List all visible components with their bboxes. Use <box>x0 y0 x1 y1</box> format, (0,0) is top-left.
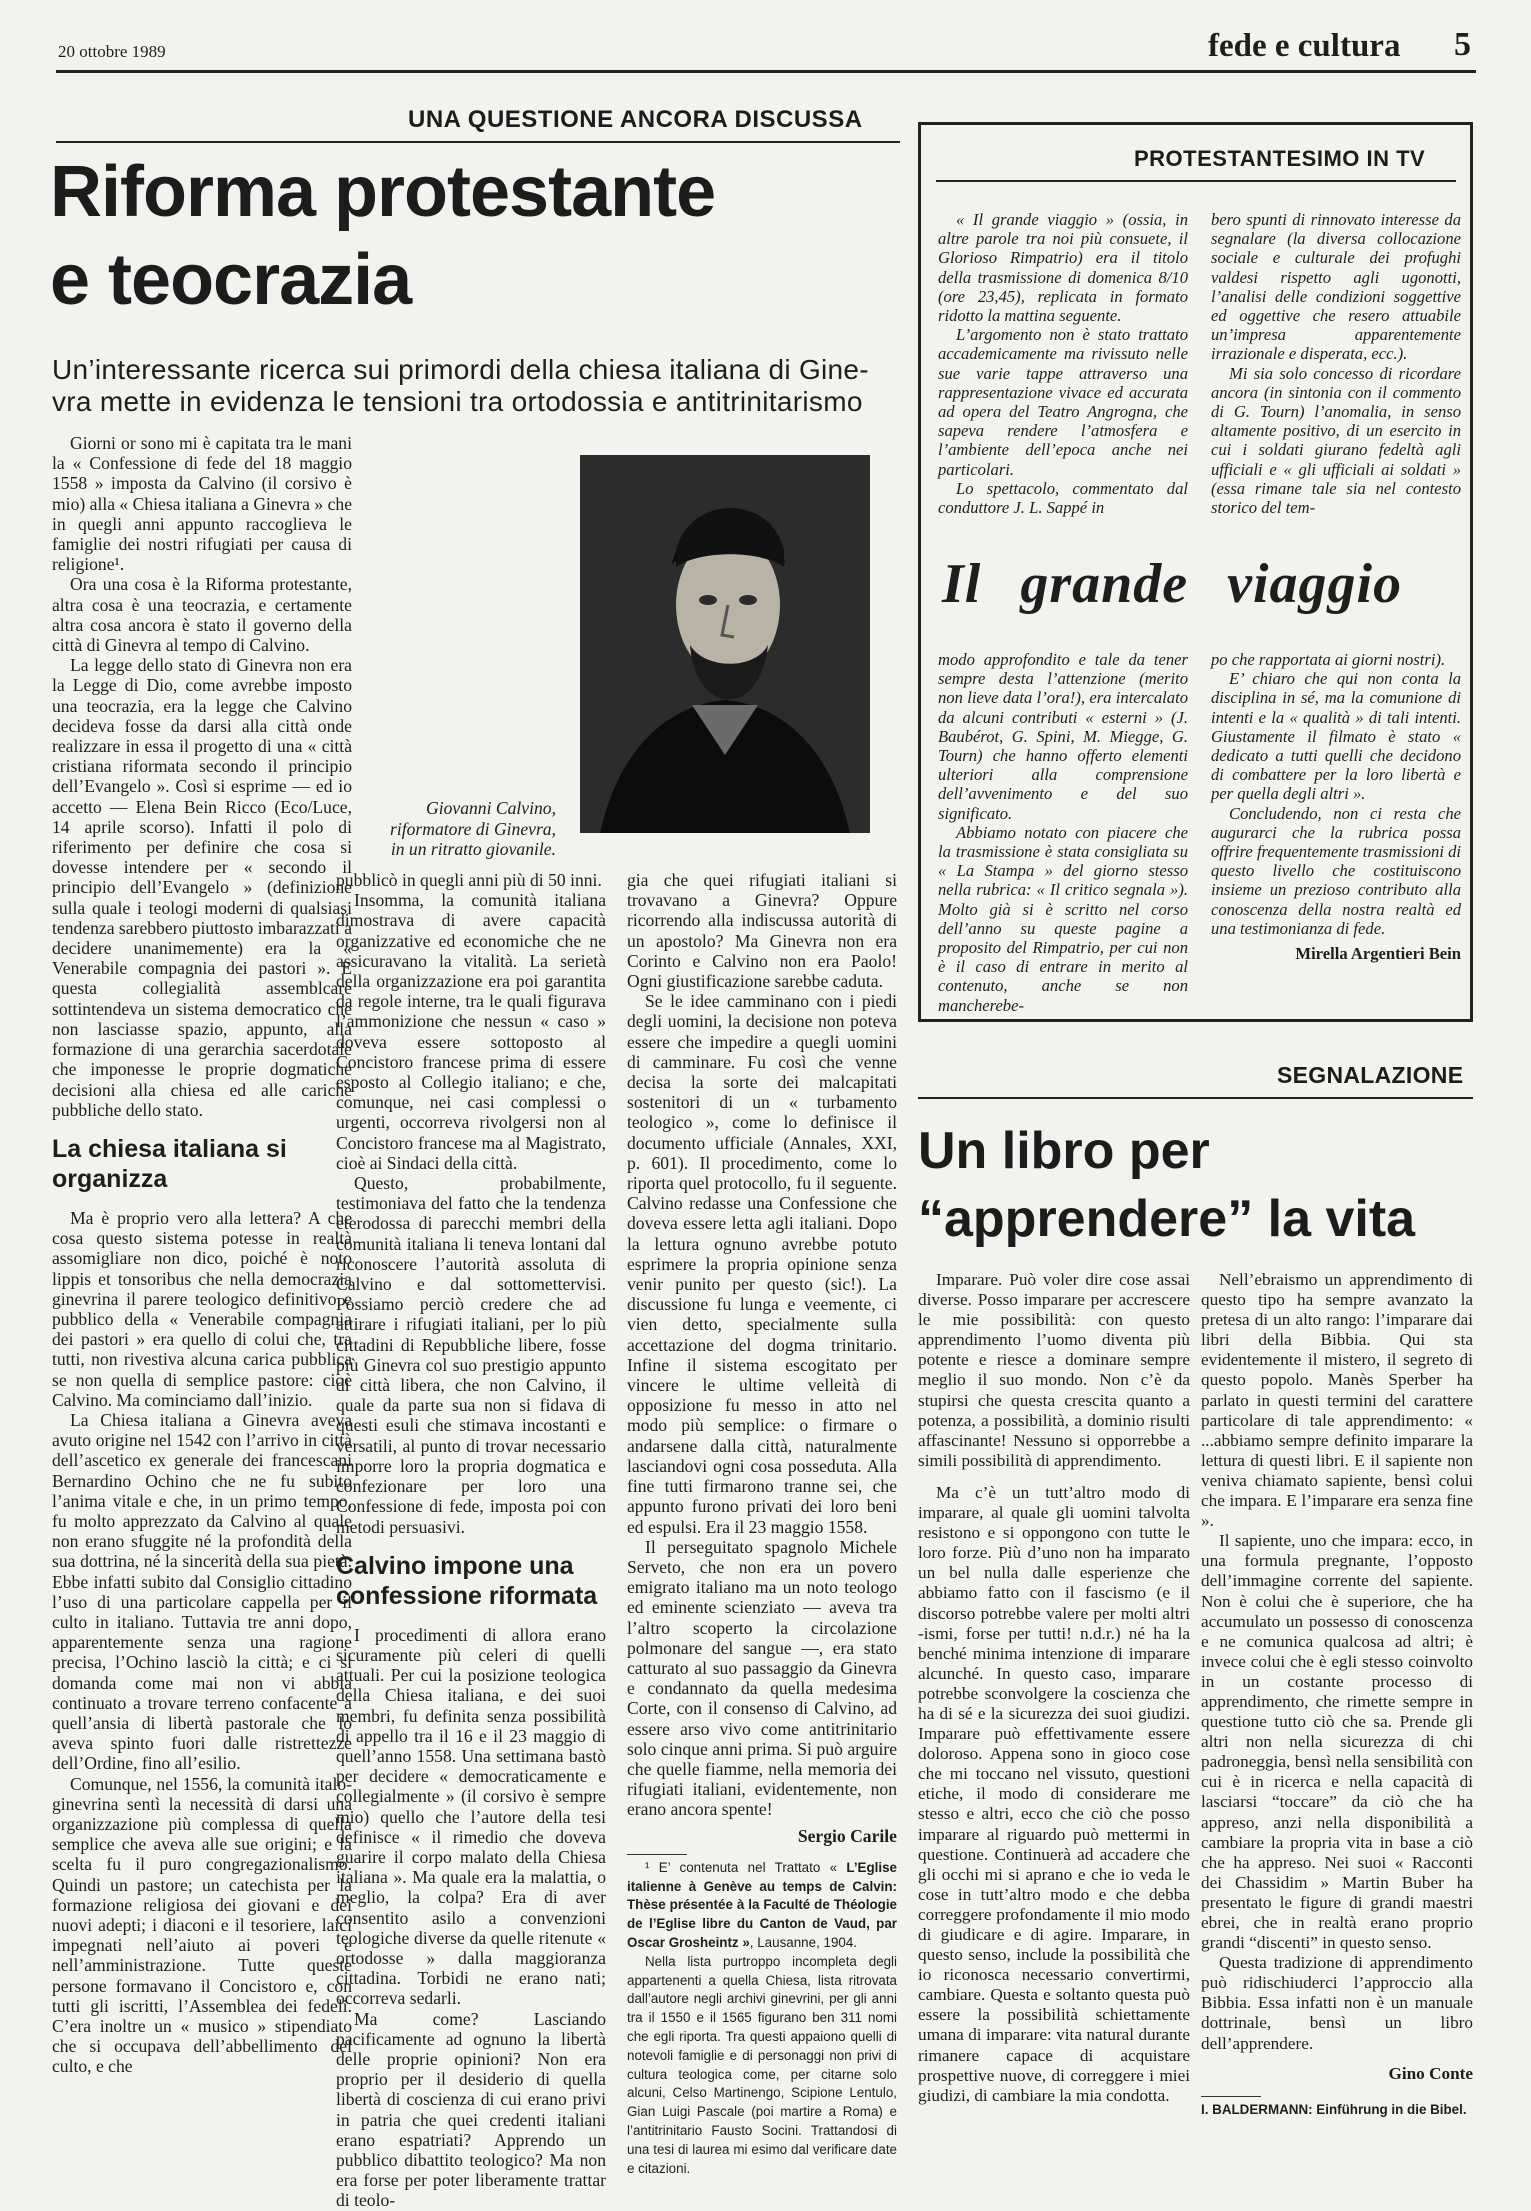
tv-paragraph: Abbiamo notato con piacere che la trasmissione è stata consigliata su « La Stampa » del giorno stesso nella rubrica: « Il critico segnala »). Molto già si è scritto nel corso dell’anno su queste pagine a proposito del Rimpatrio, per cui non è il caso di entrare in merito al contenuto, anche se non mancherebe- <box>938 822 1188 1015</box>
review-paragraph: Imparare. Può voler dire cose assai diverse. Posso imparare per accrescere le mie possibilità: con questo apprendimento l’uomo diventa più potente e riesce a dominare sempre meglio il suo mondo. Non c’è da stupirsi che questa crescita quanto a potenza, a possibilità, a dominio risulti affascinante! Nessuno si opporrebbe a simili possibilità di apprendimento. <box>918 1270 1190 1470</box>
caption-line: Giovanni Calvino, <box>426 798 556 818</box>
review-paragraph: Il sapiente, uno che impara: ecco, in una formula pregnante, l’opposto dell’immagine corrente del sapiente. Non è colui che è superiore, che ha accumulato un possesso di conoscenza e ne comunica qualcosa ad altri; è invece colui che è egli stesso coinvolto in un costante processo di apprendimento, che rimette sempre in questione tutto ciò che sa. Prende gli altri non nella sicurezza di chi padroneggia, bensì nella sensibilità con cui è in ricerca e nella capacità di lasciarsi “toccare” da ciò che ha appreso, anzi nella disponibilità a cambiare la propria vita in base a ciò che ha appreso. Nei suoi « Racconti dei Chassidim » Martin Buber ha presentato le figure di grandi maestri ebrei, che in realtà erano proprio grandi “discenti” in questo senso. <box>1201 1531 1473 1953</box>
article-signature: Sergio Carile <box>797 1825 897 1846</box>
article-paragraph: La legge dello stato di Ginevra non era la Legge di Dio, come avrebbe imposto una teocrazia, era la legge che Calvino decideva fosse da darsi alla città onde realizzare in essa il progetto di una « città cristiana riformata secondo il principio dell’Evangelo ». Così si esprime — ed io accetto — Elena Bein Ricco (Eco/Luce, 14 aprile scorso). Infatti il polo di riferimento per definire che cosa si dovesse intendere per « secondo il principio dell’Evangelo » (definizione sulla quale i teologi moderni di qualsiasi tendenza sarebbero piuttosto imbarazzati a decidere unanimemente) era la « Venerabile compagnia dei pastori ». E questa collegialità assemblcare sottintendeva un sistema democratico che non lasciasse spazio, appunto, alla formazione di una gerarchia sacerdotale che imponesse le proprie dogmatiche decisioni alla chiesa ed alle cariche pubbliche dello stato. <box>52 655 352 1120</box>
article-column-3 <box>627 870 897 2176</box>
article-paragraph: Questo, probabilmente, testimoniava del fatto che la tendenza eterodossa di parecchi membri della comunità italiana li teneva lontani dal riconoscere l’autorità assoluta di Calvino e dal sottomettervisi. Possiamo perciò credere che ad attirare i rifugiati italiani, per lo più cittadini di Repubbliche libere, fosse più Ginevra col suo prestigio appunto di città libera, che non Calvino, il quale da parte sua non si fidava di questi esuli che stimava incostanti e versatili, al punto di trovar necessario imporre loro la propria dogmatica e confezionare per loro una Confessione di fede, imposta poi con metodi persuasivi. <box>336 1173 606 1537</box>
article-footnote <box>627 1859 897 2179</box>
article-paragraph: Ora una cosa è la Riforma protestante, altra cosa è una teocrazia, e certamente altra cosa ancora è stato il governo della città di Ginevra al tempo di Calvino. <box>52 574 352 656</box>
article-paragraph: Comunque, nel 1556, la comunità italo-ginevrina sentì la necessità di darsi una organizzazione più complessa di quella semplice che aveva alle sue origini; e la scelta fu il puro congregazionalismo. Quindi un pastore; un catechista per la formazione religiosa dei giovani e dei nuovi adepti; i diaconi e il tesoriere, laici impegnati nell’aiuto ai poveri e nell’amministrazione. Tutte queste persone formavano il Concistoro e, con tutti gli iscritti, l’Assemblea dei fedeli. C’era inoltre un « musico » stipendiato che si occupava dell’abbellimento del culto, e che <box>52 1773 352 2077</box>
article-title-line2: e teocrazia <box>50 240 412 320</box>
tv-column-3 <box>938 650 1188 1015</box>
article-title-line1: Riforma protestante <box>50 152 716 232</box>
review-title-line1: Un libro per <box>918 1122 1210 1180</box>
footnote-title: L’Eglise italienne à Genève au temps de Calvin: Thèse présentée à la Faculté de Théologie de l’Eglise libre du Canton de Vaud, par Oscar Grosheintz » <box>627 1859 897 1950</box>
tv-column-1 <box>938 210 1188 540</box>
article-paragraph: Giorni or sono mi è capitata tra le mani la « Confessione di fede del 18 maggio 1558 » imposta da Calvino (il corsivo è mio) alla « Chiesa italiana a Ginevra » che in quegli anni appunto raccoglieva le famiglie dei nostri rifugiati per causa di religione¹. <box>52 433 352 575</box>
review-paragraph: Questa tradizione di apprendimento può ridischiuderci l’approccio alla Bibbia. Essa infatti non è un manuale dottrinale, bensì un libro dell’apprendere. <box>1201 1953 1473 2053</box>
review-footnote: I. BALDERMANN: Einführung in die Bibel. <box>1201 2101 1467 2117</box>
review-paragraph: Nell’ebraismo un apprendimento di questo tipo ha sempre avanzato la pretesa di un alto rango: l’imparare dai libri della Bibbia. Qui sta evidentemente il mistero, il segreto di questo popolo. Manès Sperber ha parlato in questi termini del carattere particolare di tale apprendimento: « ...abbiamo sempre definito imparare la lettura di questi libri. E il sapiente non veniva chiamato sapiente, bensì colui che impara. E l’imparare era senza fine ». <box>1201 1270 1473 1531</box>
tv-paragraph: « Il grande viaggio » (ossia, in altre parole tra noi più consuete, il Glorioso Rimpatrio) era il titolo della trasmissione di domenica 8/10 (ore 23,45), replicata in formato ridotto la mattina seguente. <box>938 210 1188 326</box>
article-subtitle-line2: vra mette in evidenza le tensioni tra ortodossia e antitrinitarismo <box>52 386 863 417</box>
tv-title: Il grande viaggio <box>942 553 1403 615</box>
article-column-1 <box>52 433 352 2145</box>
footnote-text: ¹ E’ contenuta nel Trattato « <box>645 1859 847 1875</box>
article-kicker: UNA QUESTIONE ANCORA DISCUSSA <box>408 106 863 133</box>
caption-line: in un ritratto giovanile. <box>390 839 556 859</box>
tv-kicker: PROTESTANTESIMO IN TV <box>1134 146 1426 171</box>
tv-paragraph: bero spunti di rinnovato interesse da segnalare (la diversa collocazione sociale e culturale dei profughi valdesi rispetto agli ugonotti, l’analisi delle condizioni soggettive ed oggettive che resero attuabile un’impresa apparentemente irrazionale e disperata, ecc.). <box>1211 210 1461 364</box>
review-signature: Gino Conte <box>1388 2063 1473 2083</box>
tv-column-4 <box>1211 650 1461 1010</box>
header-rule <box>56 70 1476 73</box>
tv-paragraph: Mi sia solo concesso di ricordare ancora (in sintonia con il commento di G. Tourn) l’anomalia, in senso altamente positivo, di un esercito in cui i soldati giurano fedeltà agli ufficiali e « gli ufficiali ai soldati » (essa rimane tale sia nel contesto storico del tem- <box>1211 363 1461 518</box>
page-date: 20 ottobre 1989 <box>58 42 166 61</box>
article-subheading: Calvino impone una confessione riformata <box>336 1551 598 1610</box>
article-paragraph: Se le idee camminano con i piedi degli uomini, la decisione non poteva essere che impedire a quegli uomini di camminare. Fu così che venne decisa la sorte dei malcapitati sostenitori di un « turbamento teologico », come lo definisce il documento ufficiale (Annales, XXI, p. 601). Il procedimento, come lo riporta quel protocollo, fu il seguente. Calvino redasse una Confessione che doveva essere letta agli italiani. Dopo la lettura ognuno avrebbe potuto esprimere la propria opinione senza venir punito per questo (sic!). La discussione fu lunga e veemente, ci vien detto, specialmente sulla accettazione del dogma trinitario. Infine il sistema escogitato per vincere le ultime velleità di opposizione fu messo in atto nel modo più semplice: o firmare o andarsene dalla città, naturalmente lasciandovi ogni cosa posseduta. Alla fine tutti firmarono tranne sei, che appunto furono privati dei loro beni ed espulsi. Era il 23 maggio 1558. <box>627 991 897 1537</box>
page-number: 5 <box>1454 26 1471 63</box>
tv-column-2 <box>1211 210 1461 540</box>
kicker-rule <box>56 141 900 143</box>
article-paragraph: Ma è proprio vero alla lettera? A che cosa questo sistema potesse in realtà assomigliare non dico, poiché è noto lippis et tonsoribus che nella democrazia ginevrina il parere teologico definitivo e pubblico della « Venerabile compagnia dei pastori » era quello di colui che, tra tutti, non rivestiva alcuna carica pubblica se non quella di semplice pastore: cioè Calvino. Ma cominciamo dall’inizio. <box>52 1207 352 1410</box>
review-column-1 <box>918 1270 1190 2128</box>
tv-paragraph: po che rapportata ai giorni nostri). <box>1211 650 1446 669</box>
section-name: fede e cultura <box>1208 28 1401 64</box>
tv-kicker-rule <box>936 180 1456 182</box>
portrait-drawing <box>580 455 870 833</box>
review-paragraph: Ma c’è un tutt’altro modo di imparare, al quale gli uomini talvolta resistono e si oppongono con tutte le loro forze. Più d’uno non ha imparato un bel nulla dalle esperienze che abbiamo fatto con il fascismo (e il discorso potrebbe valere per molti altri -ismi, forse per tutti! n.d.r.) né ha la benché minima intenzione di imparare alcunché. In questo caso, imparare potrebbe sconvolgere la coscienza che ha di sé e la sicurezza dei suoi giudizi. Imparare può effettivamente essere doloroso. Appena sono in gioco cose che mi toccano nel vissuto, questioni etiche, il modo di considerare me stesso e altri, ecco che ciò che posso imparare al riguardo può mettermi in questione. Continuerà ad accadere che gli occhi mi si aprano e che io veda le cose in tutt’altro modo e che debba correggere profondamente il mio modo di giudicare e di agire. Imparare, in questo senso, include la possibilità che io riconosca necessario convertirmi, cambiare. Questa e soltanto questa può essere la possibilità schiettamente umana di imparare: vita natural durante rimanere capace di acquistare prospettive nuove, di correggere i miei giudizi, di cambiare la mia condotta. <box>918 1482 1190 2105</box>
article-paragraph: I procedimenti di allora erano sicuramente più celeri di quelli attuali. Per cui la posizione teologica della Chiesa italiana, e dei suoi membri, fu definita senza possibilità di appello tra il 16 e il 23 maggio di quell’anno 1558. Una settimana bastò per decidere « democraticamente e collegialmente » (il corsivo è sempre mio) quello che l’autore della tesi definisce « il rimedio che doveva guarire il corpo malato della Chiesa italiana ». Ma quale era la malattia, o meglio, la colpa? Era di aver consentito asilo a convenzioni teologiche diverse da quelle ritenute « ortodosse » dalla maggioranza cittadina. Torbidi ne erano nati; occorreva sedarli. <box>336 1624 606 2009</box>
review-title-line2: “apprendere” la vita <box>918 1190 1416 1248</box>
caption-line: riformatore di Ginevra, <box>390 818 556 839</box>
review-footnote-rule <box>1201 2096 1261 2097</box>
tv-paragraph: Lo spettacolo, commentato dal conduttore J. L. Sappé in <box>938 478 1188 518</box>
article-subheading: La chiesa italiana si organizza <box>52 1134 287 1193</box>
tv-paragraph: modo approfondito e tale da tener sempre desta l’attenzione (merito non lieve data l’ora!), era intercalato da alcuni contributi « esterni » (J. Baubérot, G. Spini, M. Miegge, G. Tourn) che hanno offerto elementi ulteriori alla comprensione dell’avvenimento e del suo significato. <box>938 650 1188 823</box>
article-paragraph: Insomma, la comunità italiana dimostrava di avere capacità organizzative ed economiche che ne assicuravano la vitalità. La serietà della organizzazione era poi garantita da regole interne, tra le quali figurava l’ammonizione che nessun « caso » doveva essere sottoposto al Concistoro francese prima di essere esposto al Collegio italiano; e che, comunque, nei casi complessi o urgenti, occorreva rivolgersi non al Concistoro francese ma al Magistrato, cioè ai Sindaci della città. <box>336 890 606 1173</box>
article-paragraph: Ma come? Lasciando pacificamente ad ognuno la libertà delle proprie opinioni? Non era proprio per il desiderio di quella libertà di coscienza di cui erano privi in patria che quei credenti italiani erano espatriati? Apprendo un pubblico dibattito teologico? Ma non era forse per poter liberamente trattar di teolo- <box>336 2008 606 2211</box>
review-kicker: SEGNALAZIONE <box>1277 1062 1464 1088</box>
article-subtitle-line1: Un’interessante ricerca sui primordi della chiesa italiana di Gine- <box>52 354 869 385</box>
tv-signature: Mirella Argentieri Bein <box>1295 944 1461 964</box>
tv-paragraph: E’ chiaro che qui non conta la disciplina in sé, ma la comunione di intenti e la « qualità » di tali intenti. Giustamente il filmato è stato « dedicato a tutti quelli che decidono di combattere per la loro libertà e per quella degli altri ». <box>1211 669 1461 804</box>
article-paragraph: Il perseguitato spagnolo Michele Serveto, che non era un povero emigrato italiano ma un noto teologo ed eminente scienziato — aveva tra l’altro scoperto la circolazione polmonare del sangue —, era stato catturato al suo passaggio da Ginevra e condannato da quella medesima Corte, con il consenso di Calvino, ad essere arso vivo come antitrinitario solo cinque anni prima. Si può arguire che quelle fiamme, nella memoria dei rifugiati italiani, evidentemente, non erano ancora spente! <box>627 1536 897 1820</box>
article-paragraph: pubblicò in quegli anni più di 50 inni. <box>336 870 602 890</box>
review-column-2 <box>1201 1270 1473 2150</box>
tv-paragraph: L’argomento non è stato trattato accademicamente ma rivissuto nelle sue varie tappe attraverso una rappresentazione vivace ed accurata ad opera del Teatro Angrogna, che sapeva rendere l’atmosfera e l’ambiente dell’epoca anche nei particolari. <box>938 325 1188 479</box>
footnote-rule <box>627 1854 687 1855</box>
portrait-caption <box>346 798 556 860</box>
footnote-paragraph: Nella lista purtroppo incompleta degli appartenenti a quella Chiesa, lista ritrovata dall’autore negli archivi ginevrini, per gli anni tra il 1550 e il 1565 figurano ben 311 nomi che egli riporta. Tra questi appaiono quelli di notevoli famiglie e di personaggi non privi di cultura teologica come, per citarne solo alcuni, Celso Martinengo, Scipione Lentulo, Gian Luigi Pascale (poi martire a Roma) e l’antitrinitario Fausto Socini. Trattandosi di una tesi di laurea mi esimo dal verificare date e citazioni. <box>627 1953 897 2176</box>
review-kicker-rule <box>918 1097 1473 1099</box>
calvin-portrait <box>580 455 870 833</box>
article-paragraph: La Chiesa italiana a Ginevra aveva avuto origine nel 1542 con l’arrivo in città dell’ascetico ex generale dei francescani Bernardino Ochino che ne fu subito l’anima vitale e che, in un primo tempo, fu molto apprezzato da Calvino al quale non erano sfuggite né la profondità della sua dottrina, né la sincerità della sua pietà. Ebbe infatti subito dal Consiglio cittadino l’uso di una particolare cappella per il culto in italiano. Tuttavia tre anni dopo, apparentemente senza una ragione precisa, l’Ochino lasciò la città; e ci si domanda come mai non vi abbia continuato a trovare terreno confacente a quell’ansia di libertà pastorale che lo aveva spinto fuori dalle ristrettezze dell’Ordine, fino all’esilio. <box>52 1409 352 1774</box>
footnote-text: , Lausanne, 1904. <box>749 1934 858 1950</box>
article-column-2 <box>336 870 606 2211</box>
tv-paragraph: Concludendo, non ci resta che augurarci che la rubrica possa offrire frequentemente trasmissioni di questo livello che costituiscono insieme un prezioso contributo alla conoscenza della nostra realtà ed una testimonianza di fede. <box>1211 803 1461 938</box>
article-paragraph: gia che quei rifugiati italiani si trovavano a Ginevra? Oppure ricorrendo alla indiscussa autorità di un apostolo? Ma Ginevra non era Corinto e Calvino non era Paolo! Ogni giustificazione sarebbe caduta. <box>627 870 897 992</box>
